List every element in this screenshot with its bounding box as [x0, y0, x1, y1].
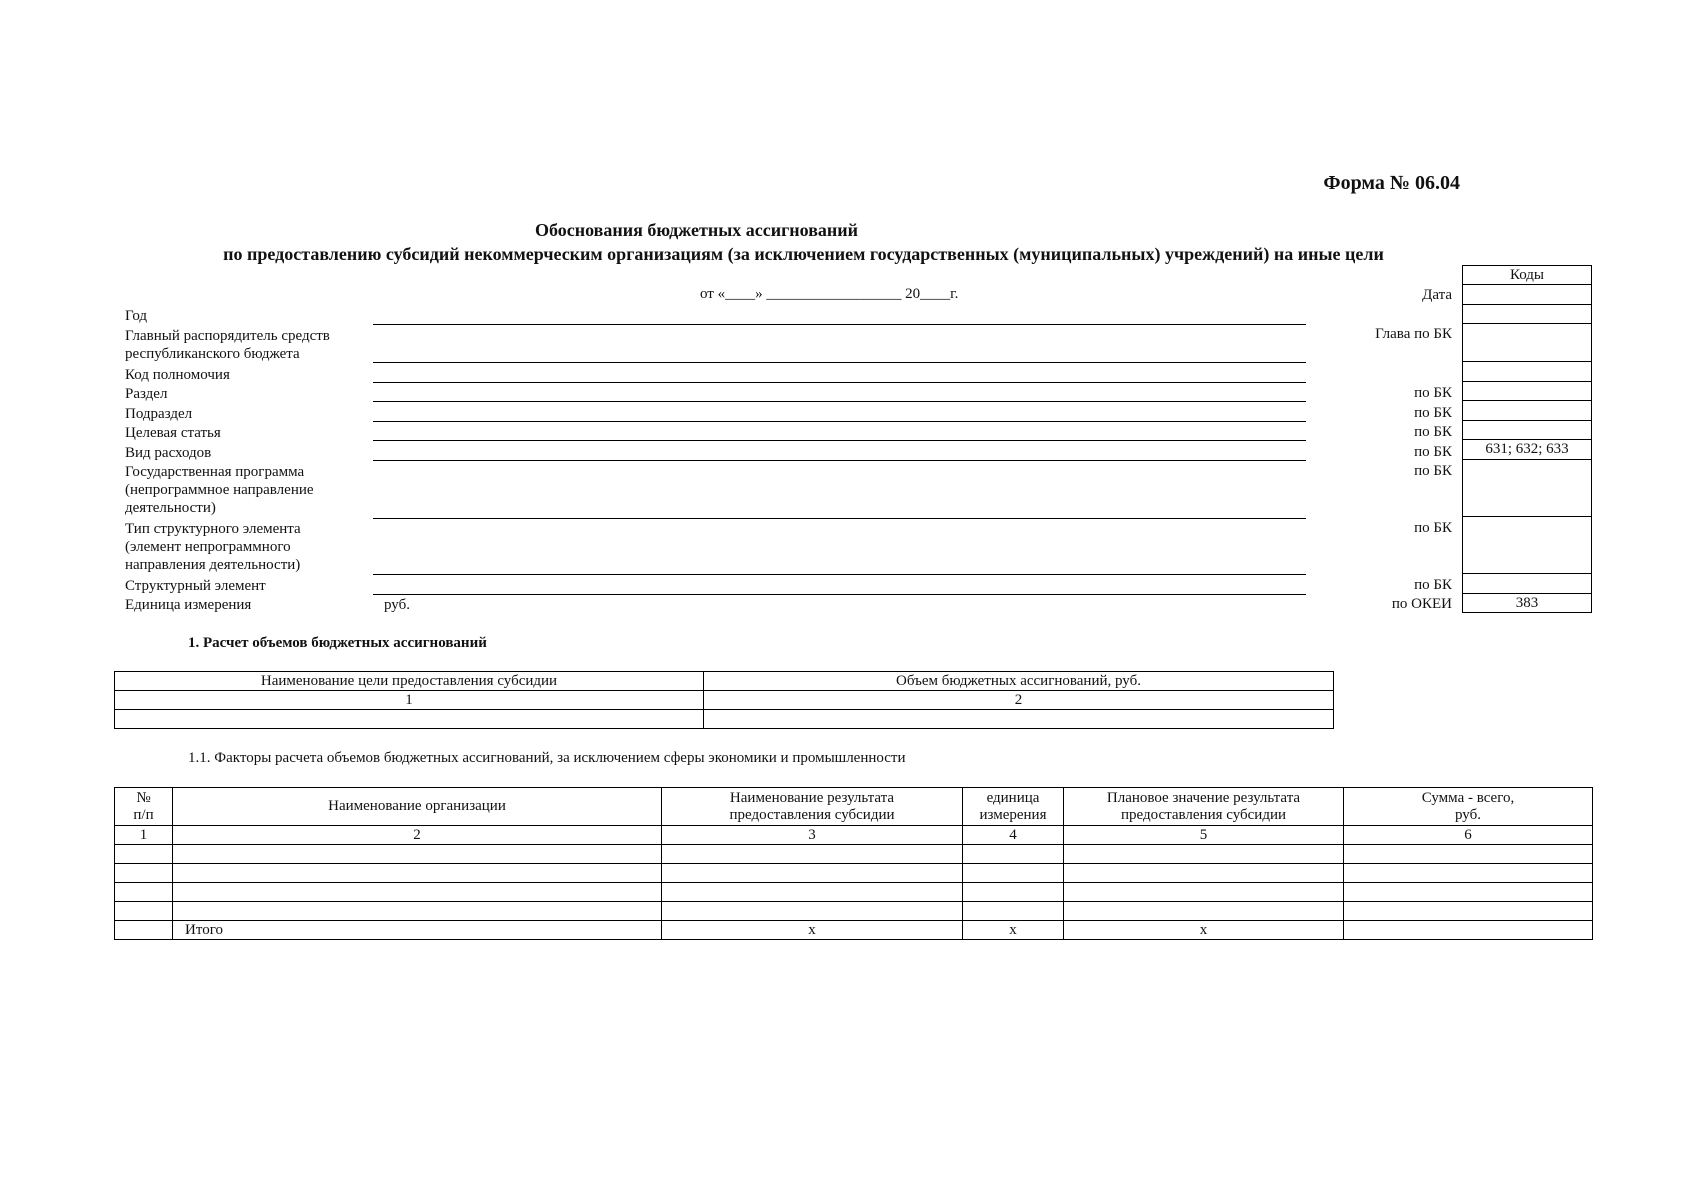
field-label-subsection: Подраздел — [125, 406, 193, 422]
table2-header-unit: единица измерения — [963, 788, 1064, 826]
table2-cell[interactable] — [1344, 883, 1593, 902]
section11-heading: 1.1. Факторы расчета объемов бюджетных ассигнований, за исключением сферы экономики и промышленности — [188, 750, 906, 766]
field-line-section[interactable] — [373, 401, 1306, 402]
total-label: Итого — [173, 921, 662, 940]
table-row — [115, 883, 1593, 902]
table2-header-planned: Плановое значение результата предоставления субсидии — [1064, 788, 1344, 826]
field-line-year[interactable] — [373, 324, 1306, 325]
code-cell-authority[interactable] — [1463, 362, 1592, 382]
form-number: Форма № 06.04 — [1323, 172, 1460, 194]
table2-cell[interactable] — [662, 845, 963, 864]
right-label-element-type-bk: по БК — [1414, 520, 1452, 536]
date-line: от «____» __________________ 20____г. — [700, 286, 959, 302]
table2-cell[interactable] — [1344, 845, 1593, 864]
table2-cell[interactable] — [963, 902, 1064, 921]
table2-cell[interactable] — [1064, 902, 1344, 921]
table2-cell[interactable] — [1344, 864, 1593, 883]
code-cell-expense-type[interactable]: 631; 632; 633 — [1463, 440, 1592, 460]
field-line-state-program[interactable] — [373, 518, 1306, 519]
section1-table — [114, 671, 1334, 729]
code-cell-element[interactable] — [1463, 574, 1592, 594]
table2-cell[interactable] — [173, 902, 662, 921]
table2-cell[interactable] — [115, 902, 173, 921]
table2-header-result: Наименование результата предоставления субсидии — [662, 788, 963, 826]
table2-header-org: Наименование организации — [173, 788, 662, 826]
right-label-chapter: Глава по БК — [1375, 326, 1452, 342]
field-line-structural-element-type[interactable] — [373, 574, 1306, 575]
table2-cell[interactable] — [662, 902, 963, 921]
total-cell-unit: х — [963, 921, 1064, 940]
table2-cell[interactable] — [1064, 845, 1344, 864]
table2-header-num: № п/п — [115, 788, 173, 826]
total-cell-num — [115, 921, 173, 940]
field-label-structural-element-type: Тип структурного элемента (элемент непрограммного направления деятельности) — [125, 521, 301, 573]
right-label-section-bk: по БК — [1414, 385, 1452, 401]
document-subtitle: по предоставлению субсидий некоммерческим организациям (за исключением государственных (муниципальных) учреждений) на иные цели — [223, 244, 1384, 264]
table2-col-number: 3 — [662, 826, 963, 845]
table1-header-goal: Наименование цели предоставления субсидии — [115, 672, 704, 691]
field-label-expense-type: Вид расходов — [125, 445, 212, 461]
table-row — [115, 902, 1593, 921]
code-cell-target[interactable] — [1463, 421, 1592, 440]
field-label-unit: Единица измерения — [125, 597, 252, 613]
table2-cell[interactable] — [173, 845, 662, 864]
table2-cell[interactable] — [1064, 864, 1344, 883]
table2-cell[interactable] — [115, 883, 173, 902]
table-row — [115, 845, 1593, 864]
field-label-target-article: Целевая статья — [125, 425, 221, 441]
field-label-section: Раздел — [125, 386, 168, 402]
section1-heading: 1. Расчет объемов бюджетных ассигнований — [188, 635, 487, 651]
code-cell-year[interactable] — [1463, 305, 1592, 324]
code-cell-section[interactable] — [1463, 382, 1592, 401]
code-cell-chapter[interactable] — [1463, 324, 1592, 362]
right-label-target-bk: по БК — [1414, 424, 1452, 440]
table2-cell[interactable] — [1344, 902, 1593, 921]
field-label-state-program: Государственная программа (непрограммное направление деятельности) — [125, 464, 314, 516]
right-label-date: Дата — [1422, 287, 1452, 303]
section11-table — [114, 787, 1593, 940]
code-cell-okei[interactable]: 383 — [1463, 594, 1592, 613]
document-title: Обоснования бюджетных ассигнований — [534, 220, 859, 240]
code-cell-subsection[interactable] — [1463, 401, 1592, 421]
field-line-subsection[interactable] — [373, 421, 1306, 422]
total-row — [115, 921, 1593, 940]
field-label-structural-element: Структурный элемент — [125, 578, 266, 594]
field-label-main-manager: Главный распорядитель средств республиканского бюджета — [125, 328, 330, 362]
right-label-okei: по ОКЕИ — [1391, 596, 1452, 612]
field-line-structural-element[interactable] — [373, 594, 1306, 595]
table1-col-number: 2 — [704, 691, 1334, 710]
field-line-main-manager[interactable] — [373, 362, 1306, 363]
right-label-program-bk: по БК — [1414, 463, 1452, 479]
table2-cell[interactable] — [1064, 883, 1344, 902]
code-cell-date[interactable] — [1463, 285, 1592, 305]
table2-cell[interactable] — [173, 864, 662, 883]
table2-col-number: 1 — [115, 826, 173, 845]
table2-cell[interactable] — [963, 864, 1064, 883]
table2-col-number: 2 — [173, 826, 662, 845]
code-cell-program[interactable] — [1463, 460, 1592, 517]
table-row — [115, 864, 1593, 883]
total-cell-planned: х — [1064, 921, 1344, 940]
right-label-expense-bk: по БК — [1414, 444, 1452, 460]
codes-header: Коды — [1463, 266, 1592, 285]
table1-cell[interactable] — [704, 710, 1334, 729]
table2-cell[interactable] — [115, 845, 173, 864]
table1-cell[interactable] — [115, 710, 704, 729]
table2-cell[interactable] — [115, 864, 173, 883]
codes-table — [1462, 265, 1592, 613]
table2-col-number: 5 — [1064, 826, 1344, 845]
table2-header-sum: Сумма - всего, руб. — [1344, 788, 1593, 826]
table1-header-volume: Объем бюджетных ассигнований, руб. — [704, 672, 1334, 691]
table-row — [115, 710, 1334, 729]
table2-col-number: 4 — [963, 826, 1064, 845]
field-line-expense-type[interactable] — [373, 460, 1306, 461]
table2-cell[interactable] — [963, 883, 1064, 902]
field-line-authority-code[interactable] — [373, 382, 1306, 383]
table2-col-number: 6 — [1344, 826, 1593, 845]
table2-cell[interactable] — [662, 883, 963, 902]
field-line-target-article[interactable] — [373, 440, 1306, 441]
table2-cell[interactable] — [173, 883, 662, 902]
right-label-subsection-bk: по БК — [1414, 405, 1452, 421]
table1-col-number: 1 — [115, 691, 704, 710]
table2-cell[interactable] — [963, 845, 1064, 864]
code-cell-element-type[interactable] — [1463, 517, 1592, 574]
total-cell-result: х — [662, 921, 963, 940]
total-cell-sum[interactable] — [1344, 921, 1593, 940]
field-label-authority-code: Код полномочия — [125, 367, 230, 383]
field-label-year: Год — [125, 308, 148, 324]
right-label-element-bk: по БК — [1414, 577, 1452, 593]
field-value-unit: руб. — [384, 597, 410, 613]
table2-cell[interactable] — [662, 864, 963, 883]
